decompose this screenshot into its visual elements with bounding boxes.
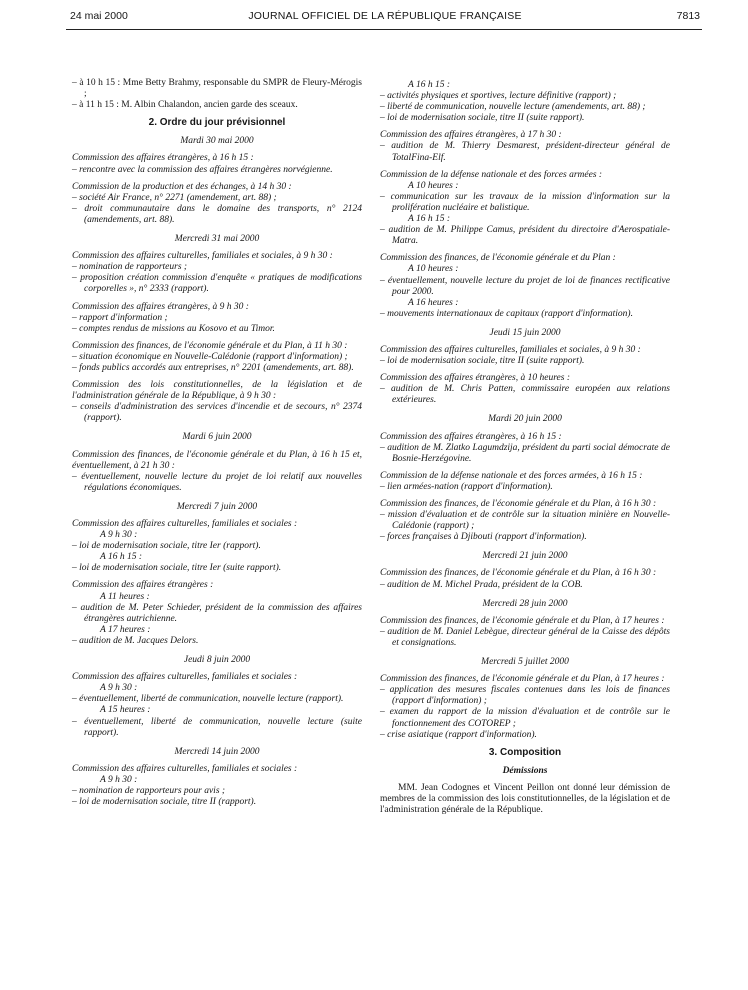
agenda-item: – mouvements internationaux de capitaux (rapport d'information). (380, 308, 633, 319)
agenda-item: – lien armées-nation (rapport d'information). (380, 481, 553, 492)
agenda-item: – loi de modernisation sociale, titre Ier (rapport). (72, 541, 261, 552)
header-date: 24 mai 2000 (70, 10, 128, 22)
commission-line: Commission des affaires étrangères, à 17 h 30 : (380, 130, 562, 141)
day-heading: Mercredi 5 juillet 2000 (481, 657, 569, 668)
commission-line: Commission des affaires étrangères, à 16 h 15 : (72, 153, 254, 164)
agenda-item: – nomination de rapporteurs ; (72, 262, 188, 273)
day-heading: Mercredi 7 juin 2000 (176, 501, 258, 512)
agenda-item: – conseils d'administration des services d'incendie et de secours, n° 2374 (rapport). (72, 402, 362, 424)
agenda-item: – audition de M. Jacques Delors. (72, 635, 199, 646)
day-heading: Jeudi 15 juin 2000 (489, 327, 561, 338)
commission-line: Commission des finances, de l'économie générale et du Plan, à 11 h 30 : (72, 340, 348, 351)
agenda-item: – société Air France, n° 2271 (amendement, art. 88) ; (72, 192, 277, 203)
day-heading: Mardi 6 juin 2000 (182, 432, 252, 443)
agenda-item: – loi de modernisation sociale, titre II (suite rapport). (380, 113, 585, 124)
resignation-paragraph: MM. Jean Codognes et Vincent Peillon ont donné leur démission de membres de la commission des lois constitutionnelles, de la législation et de l'administration générale de la République. (380, 782, 670, 816)
agenda-item: – examen du rapport de la mission d'évaluation et de contrôle sur le fonctionnement des COTOREP ; (380, 707, 670, 729)
commission-line: Commission des finances, de l'économie générale et du Plan, à 16 h 30 : (380, 568, 657, 579)
time-line: A 10 heures : (408, 180, 459, 191)
section-title: 3. Composition (488, 746, 562, 758)
commission-line: Commission des affaires culturelles, familiales et sociales : (72, 763, 298, 774)
time-line: A 15 heures : (100, 705, 151, 716)
day-heading: Mardi 20 juin 2000 (488, 414, 562, 425)
commission-line: Commission des affaires étrangères : (72, 580, 214, 591)
commission-line: Commission des affaires culturelles, familiales et sociales : (72, 519, 298, 529)
day-heading: Mercredi 21 juin 2000 (482, 551, 568, 562)
agenda-item: – liberté de communication, nouvelle lecture (amendements, art. 88) ; (380, 102, 646, 113)
agenda-item: – loi de modernisation sociale, titre II (suite rapport). (380, 356, 585, 367)
time-line: A 9 h 30 : (100, 774, 138, 785)
right-column (380, 80, 670, 816)
commission-line: Commission des affaires étrangères, à 9 h 30 : (72, 301, 249, 312)
commission-line: Commission des finances, de l'économie générale et du Plan : (380, 253, 616, 264)
agenda-item: – audition de M. Zlatko Lagumdzija, président du parti social démocrate de Bosnie-Herzégovine. (380, 442, 670, 464)
agenda-item: – forces françaises à Djibouti (rapport d'information). (380, 532, 587, 543)
agenda-item: – activités physiques et sportives, lecture définitive (rapport) ; (380, 91, 617, 102)
agenda-item: – comptes rendus de missions au Kosovo et au Timor. (72, 323, 275, 334)
commission-line: Commission de la défense nationale et des forces armées, à 16 h 15 : (380, 470, 643, 481)
subsection-title: Démissions (502, 765, 548, 776)
agenda-item: – loi de modernisation sociale, titre Ier (suite rapport). (72, 563, 282, 574)
commission-line: Commission de la défense nationale et des forces armées : (380, 169, 603, 180)
intro-item: – à 11 h 15 : M. Albin Chalandon, ancien garde des sceaux. (72, 100, 298, 111)
agenda-item: – rencontre avec la commission des affaires étrangères norvégienne. (72, 164, 333, 175)
agenda-item: – fonds publics accordés aux entreprises, n° 2201 (amendements, art. 88). (72, 362, 354, 373)
agenda-item: – droit communautaire dans le domaine des transports, n° 2124 (amendements, art. 88). (72, 203, 362, 225)
agenda-item: – éventuellement, nouvelle lecture du projet de loi relatif aux nouvelles régulations économiques. (72, 471, 362, 493)
agenda-item: – communication sur les travaux de la mission d'information sur la prolifération nucléaire et balistique. (380, 191, 670, 213)
commission-line: Commission des finances, de l'économie générale et du Plan, à 16 h 15 et, éventuellement, à 21 h 30 : (72, 449, 362, 471)
section-title: 2. Ordre du jour prévisionnel (148, 117, 286, 129)
time-line: A 9 h 30 : (100, 530, 138, 541)
left-column (72, 78, 362, 808)
commission-line: Commission de la production et des échanges, à 14 h 30 : (72, 181, 292, 192)
agenda-item: – éventuellement, nouvelle lecture du projet de loi de finances rectificative pour 2000. (380, 275, 670, 297)
agenda-item: – audition de M. Chris Patten, commissaire européen aux relations extérieures. (380, 384, 670, 406)
commission-line: Commission des affaires culturelles, familiales et sociales, à 9 h 30 : (380, 344, 641, 355)
agenda-item: – rapport d'information ; (72, 312, 168, 323)
time-line: A 11 heures : (100, 591, 150, 602)
page-header (70, 10, 700, 26)
agenda-item: – crise asiatique (rapport d'information). (380, 729, 537, 740)
time-line: A 16 h 15 : (100, 552, 143, 563)
agenda-item: – situation économique en Nouvelle-Calédonie (rapport d'information) ; (72, 351, 348, 362)
time-line: A 10 heures : (408, 264, 459, 275)
day-heading: Jeudi 8 juin 2000 (183, 655, 251, 666)
time-line: A 16 h 15 : (408, 214, 451, 225)
header-rule (66, 29, 702, 30)
agenda-item: – éventuellement, liberté de communication, nouvelle lecture (rapport). (72, 694, 344, 705)
time-line: A 9 h 30 : (100, 683, 138, 694)
commission-line: Commission des affaires étrangères, à 10 heures : (380, 373, 570, 384)
commission-line: Commission des affaires étrangères, à 16 h 15 : (380, 431, 562, 442)
day-heading: Mardi 30 mai 2000 (180, 136, 254, 147)
commission-line: Commission des finances, de l'économie générale et du Plan, à 17 heures : (380, 674, 665, 685)
commission-line: Commission des affaires culturelles, familiales et sociales, à 9 h 30 : (72, 251, 333, 262)
commission-line: Commission des affaires culturelles, familiales et sociales : (72, 672, 298, 683)
commission-line: Commission des finances, de l'économie générale et du Plan, à 16 h 30 : (380, 499, 657, 509)
agenda-item: – audition de M. Peter Schieder, président de la commission des affaires étrangères autrichienne. (72, 602, 362, 624)
agenda-item: – éventuellement, liberté de communication, nouvelle lecture (suite rapport). (72, 716, 362, 738)
agenda-item: – mission d'évaluation et de contrôle sur la situation minière en Nouvelle-Calédonie (rapport) ; (380, 510, 670, 532)
time-line: A 16 heures : (408, 297, 459, 308)
time-line: A 17 heures : (100, 624, 151, 635)
header-title: JOURNAL OFFICIEL DE LA RÉPUBLIQUE FRANÇAISE (248, 10, 522, 22)
time-line: A 16 h 15 : (408, 80, 451, 90)
day-heading: Mercredi 31 mai 2000 (174, 234, 260, 245)
commission-line: Commission des lois constitutionnelles, de la législation et de l'administration générale de la République, à 9 h 30 : (72, 380, 362, 402)
page-number: 7813 (676, 10, 700, 22)
agenda-item: – audition de M. Daniel Lebègue, directeur général de la Caisse des dépôts et consignations. (380, 626, 670, 648)
day-heading: Mercredi 28 juin 2000 (482, 598, 568, 609)
agenda-item: – audition de M. Philippe Camus, président du directoire d'Aerospatiale-Matra. (380, 225, 670, 247)
intro-item: – à 10 h 15 : Mme Betty Brahmy, responsable du SMPR de Fleury-Mérogis ; (72, 78, 362, 100)
day-heading: Mercredi 14 juin 2000 (174, 746, 260, 757)
agenda-item: – audition de M. Michel Prada, président de la COB. (380, 579, 583, 590)
agenda-item: – audition de M. Thierry Desmarest, président-directeur général de TotalFina-Elf. (380, 141, 670, 163)
agenda-item: – nomination de rapporteurs pour avis ; (72, 785, 226, 796)
commission-line: Commission des finances, de l'économie générale et du Plan, à 17 heures : (380, 615, 665, 626)
agenda-item: – loi de modernisation sociale, titre II (rapport). (72, 797, 257, 808)
agenda-item: – application des mesures fiscales contenues dans les lois de finances (rapport d'information) ; (380, 685, 670, 707)
agenda-item: – proposition création commission d'enquête « pratiques de modifications corporelles », n° 2333 (rapport). (72, 273, 362, 295)
